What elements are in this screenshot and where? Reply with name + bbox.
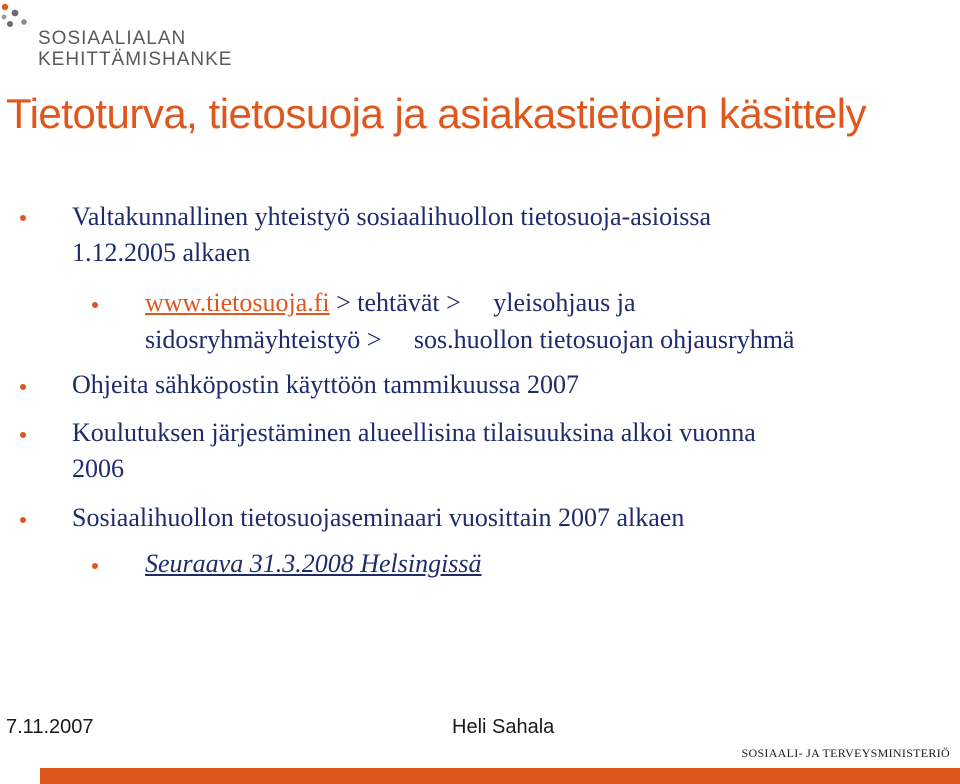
- bullet-3-line-2: 2006: [72, 454, 124, 483]
- footer-organization: SOSIAALI- JA TERVEYSMINISTERIÖ: [741, 746, 950, 760]
- bullet-4: Sosiaalihuollon tietosuojaseminaari vuosittain 2007 alkaen: [72, 503, 685, 532]
- tietosuoja-link[interactable]: www.tietosuoja.fi: [145, 288, 330, 317]
- sub-bullet-2: Seuraava 31.3.2008 Helsingissä: [145, 549, 482, 578]
- bullet-1-line-1: Valtakunnallinen yhteistyö sosiaalihuollon tietosuoja-asioissa: [72, 202, 712, 231]
- logo: [0, 0, 260, 72]
- logo-line-2: KEHITTÄMISHANKE: [38, 49, 233, 70]
- sub-bullet-1-rest: > tehtävät > yleisohjaus ja: [329, 288, 636, 317]
- bullet-2: Ohjeita sähköpostin käyttöön tammikuussa 2007: [72, 370, 579, 399]
- footer-author: Heli Sahala: [452, 716, 555, 738]
- sub-bullet-marker: [92, 563, 98, 569]
- logo-line-1: SOSIAALIALAN: [38, 28, 187, 49]
- bullet-1-line-2: 1.12.2005 alkaen: [72, 238, 251, 267]
- footer-date: 7.11.2007: [6, 716, 94, 738]
- sub-bullet-1-line-2: sidosryhmäyhteistyö > sos.huollon tietosuojan ohjausryhmä: [145, 325, 795, 354]
- bullet-marker: [20, 384, 26, 390]
- bullet-marker: [20, 432, 26, 438]
- footer-accent-bar: [40, 768, 960, 784]
- page-title: Tietoturva, tietosuoja ja asiakastietojen käsittely: [6, 90, 867, 137]
- sub-bullet-marker: [92, 302, 98, 308]
- bullet-marker: [20, 517, 26, 523]
- bullet-3-line-1: Koulutuksen järjestäminen alueellisina tilaisuuksina alkoi vuonna: [72, 418, 756, 447]
- bullet-marker: [20, 215, 26, 221]
- sub-bullet-1-line-1: [145, 284, 636, 321]
- logo-dots-icon: [0, 0, 40, 40]
